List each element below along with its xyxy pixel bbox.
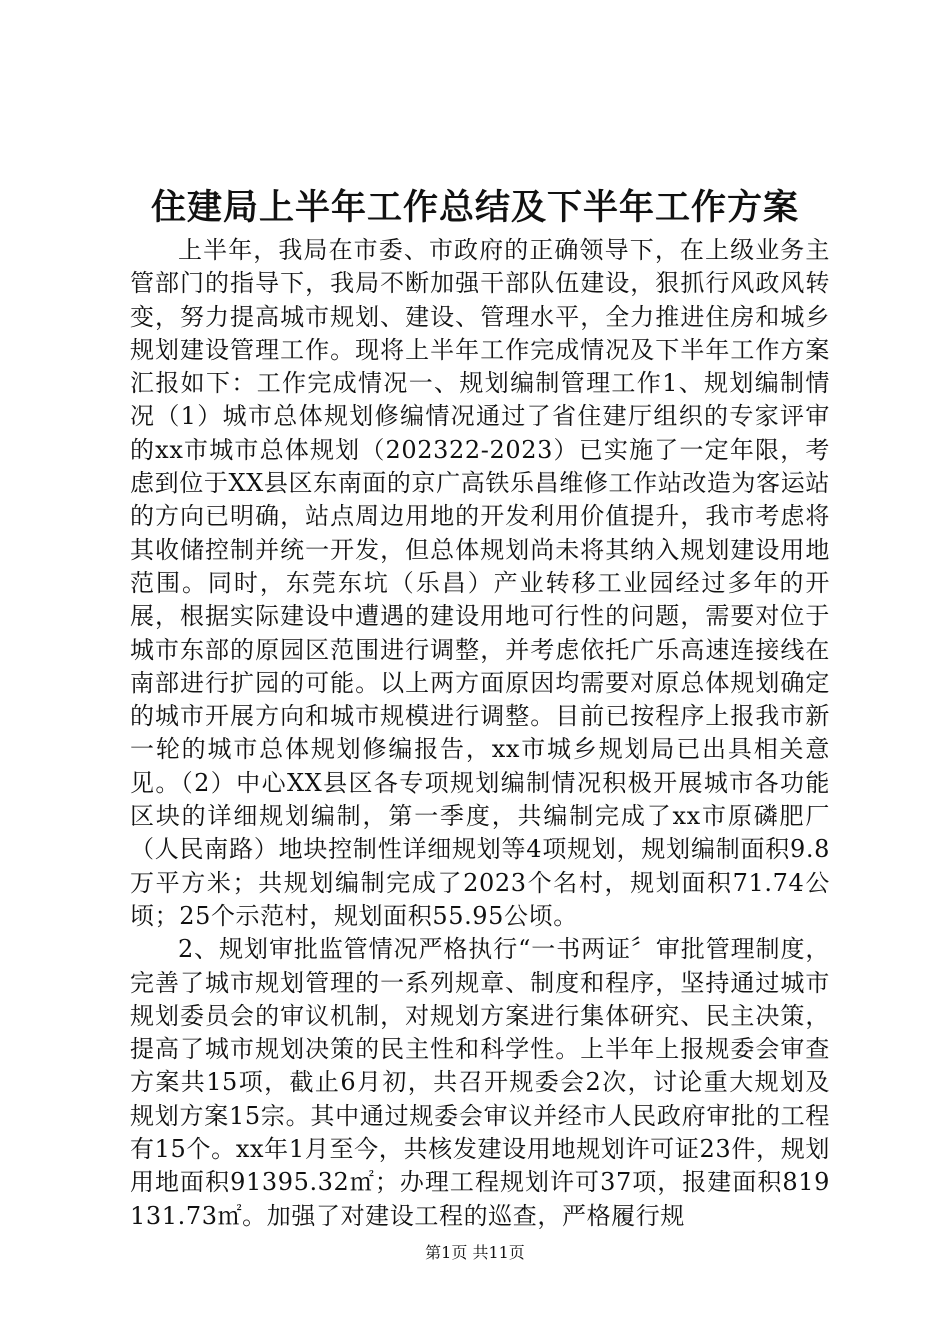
paragraph: 2、规划审批监管情况严格执行“一书两证〞审批管理制度，完善了城市规划管理的一系列规章、制度和程序，坚持通过城市规划委员会的审议机制，对规划方案进行集体研究、民主决策，提高了城市规划决策的民主性和科学性。上半年上报规委会审查方案共15项，截止6月初，共召开规委会2次，讨论重大规划及规划方案15宗。其中通过规委会审议并经市人民政府审批的工程有15个。xx年1月至今，共核发建设用地规划许可证23件，规划用地面积91395.32㎡；办理工程规划许可37项，报建面积819131.73㎡。加强了对建设工程的巡查，严格履行规: [130, 935, 830, 1230]
document-title: 住建局上半年工作总结及下半年工作方案: [150, 187, 799, 228]
paragraph: 上半年，我局在市委、市政府的正确领导下，在上级业务主管部门的指导下，我局不断加强干部队伍建设，狠抓行风政风转变，努力提高城市规划、建设、管理水平，全力推进住房和城乡规划建设管理工作。现将上半年工作完成情况及下半年工作方案汇报如下：工作完成情况一、规划编制管理工作1、规划编制情况（1）城市总体规划修编情况通过了省住建厅组织的专家评审的xx市城市总体规划（202322-2023）已实施了一定年限，考虑到位于XX县区东南面的京广高铁乐昌维修工作站改造为客运站的方向已明确，站点周边用地的开发利用价值提升，我市考虑将其收储控制并统一开发，但总体规划尚未将其纳入规划建设用地范围。同时，东莞东坑（乐昌）产业转移工业园经过多年的开展，根据实际建设中遭遇的建设用地可行性的问题，需要对位于城市东部的原园区范围进行调整，并考虑依托广乐高速连接线在南部进行扩园的可能。以上两方面原因均需要对原总体规划确定的城市开展方向和城市规模进行调整。目前已按程序上报我市新一轮的城市总体规划修编报告，xx市城乡规划局已出具相关意见。（2）中心XX县区各专项规划编制情况积极开展城市各功能区块的详细规划编制，第一季度，共编制完成了xx市原磷肥厂（人民南路）地块控制性详细规划等4项规划，规划编制面积9.8万平方米；共规划编制完成了2023个名村，规划面积71.74公顷；25个示范村，规划面积55.95公顷。: [130, 236, 830, 930]
document-body: [130, 234, 830, 1233]
page-footer: 第1页 共11页: [425, 1243, 525, 1262]
